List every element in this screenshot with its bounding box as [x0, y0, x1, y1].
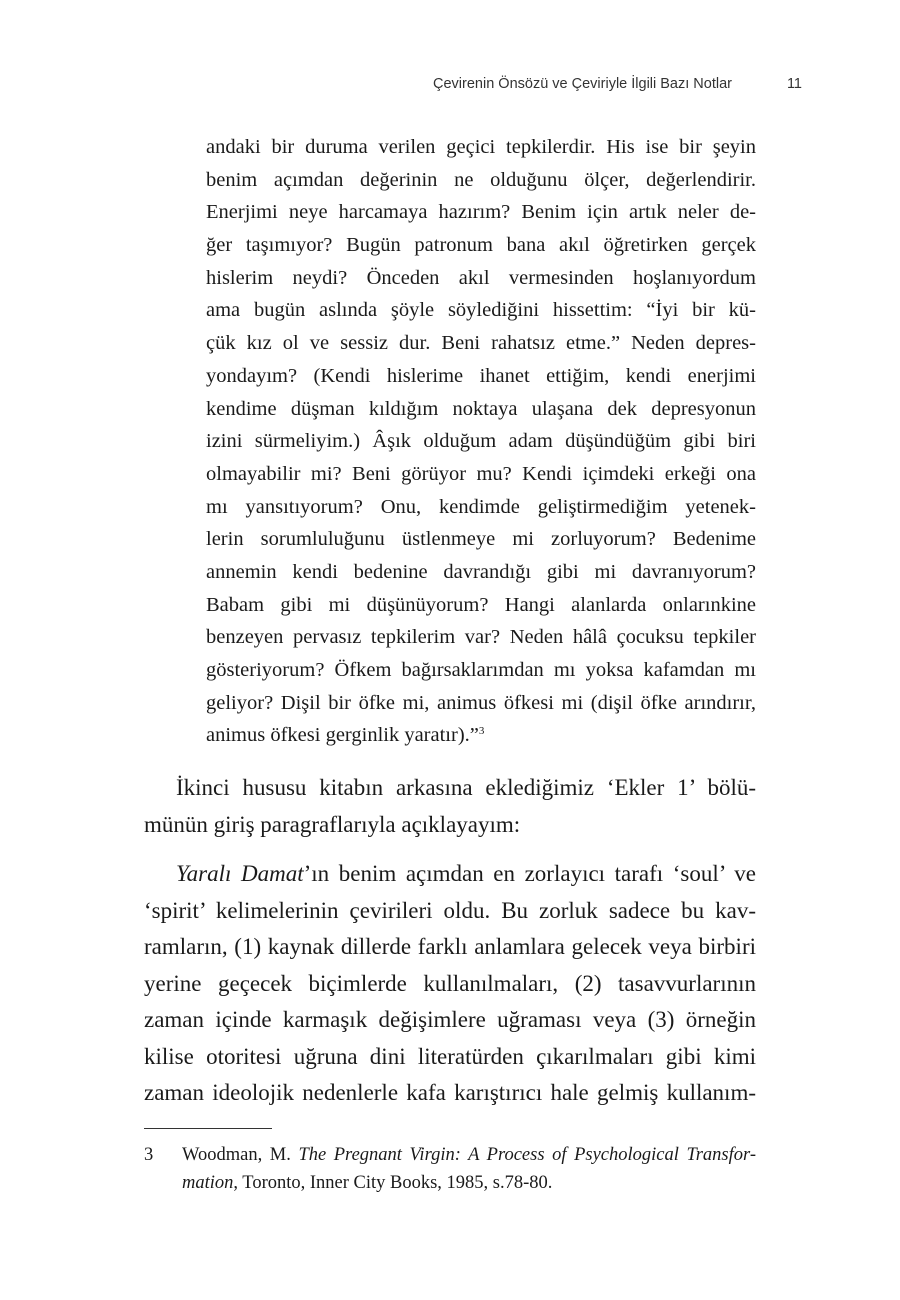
paragraph-line: ‘spirit’ kelimelerinin çevirileri oldu. Bu zorluk sadece bu kav- — [144, 897, 756, 923]
quote-line: Enerjimi neye harcamaya hazırım? Benim için artık neler de- — [206, 201, 756, 224]
footnote-divider — [144, 1128, 272, 1129]
footnote-reference: 3 — [478, 725, 485, 738]
quote-line: benzeyen pervasız tepkilerim var? Neden hâlâ çocuksu tepkiler — [206, 626, 756, 649]
quote-line: annemin kendi bedenine davrandığı gibi mi davranıyorum? — [206, 560, 756, 583]
quote-line: izini sürmeliyim.) Âşık olduğum adam düşündüğüm gibi biri — [206, 430, 756, 453]
quote-line: benim açımdan değerinin ne olduğunu ölçer, değerlendirir. — [206, 168, 756, 191]
book-title-italic: Yaralı Damat — [176, 861, 304, 886]
quote-line: çük kız ol ve sessiz dur. Beni rahatsız etme.” Neden depres- — [206, 332, 756, 355]
paragraph-line: zaman ideolojik nedenlerle kafa karıştırıcı hale gelmiş kullanım- — [144, 1080, 756, 1105]
paragraph-ekler — [144, 770, 756, 843]
quote-line: lerin sorumluluğunu üstlenmeye mi zorluyorum? Bedenime — [206, 528, 756, 551]
quote-line: yondayım? (Kendi hislerime ihanet ettiğim, kendi enerjimi — [206, 364, 756, 387]
quote-line: mı yansıtıyorum? Onu, kendimde geliştirmediğim yetenek- — [206, 495, 756, 518]
paragraph-line: ramların, (1) kaynak dillerde farklı anlamlara gelecek veya birbiri — [144, 934, 756, 959]
footnote-publication: , Toronto, Inner City Books, 1985, s.78-80. — [233, 1172, 553, 1193]
running-header — [0, 76, 900, 100]
footnote-line — [182, 1142, 756, 1170]
paragraph-line: İkinci hususu kitabın arkasına eklediğimiz ‘Ekler 1’ bölü- — [176, 775, 756, 800]
quote-last-text: animus öfkesi gerginlik yaratır).” — [206, 724, 479, 747]
paragraph-soul-spirit — [144, 856, 756, 1112]
quote-line: andaki bir duruma verilen geçici tepkilerdir. His ise bir şeyin — [206, 136, 756, 158]
quote-line: geliyor? Dişil bir öfke mi, animus öfkesi mi (dişil öfke arındırır, — [206, 691, 756, 714]
footnote-line-last — [182, 1170, 756, 1198]
quote-line: Babam gibi mi düşünüyorum? Hangi alanlarda onlarınkine — [206, 593, 756, 616]
quote-line: ğer taşımıyor? Bugün patronum bana akıl öğretirken gerçek — [206, 234, 756, 257]
page-number: 11 — [786, 76, 802, 92]
footnote-title-part1: The Pregnant Virgin: A Process of Psychological Transfor- — [298, 1145, 756, 1165]
quote-line: olmayabilir mi? Beni görüyor mu? Kendi içimdeki erkeği ona — [206, 462, 756, 485]
paragraph-first-rest: ’ın benim açımdan en zorlayıcı tarafı ‘soul’ ve — [303, 861, 756, 886]
quote-line: ama bugün aslında şöyle söylediğini hissettim: “İyi bir kü- — [206, 299, 756, 322]
quote-line: hislerim neydi? Önceden akıl vermesinden hoşlanıyordum — [206, 266, 756, 289]
footnote-title-part2: mation — [182, 1172, 234, 1193]
paragraph-first-line — [144, 856, 756, 893]
quote-line: gösteriyorum? Öfkem bağırsaklarımdan mı yoksa kafamdan mı — [206, 659, 756, 681]
quote-line-last — [206, 719, 756, 752]
footnote-text — [182, 1142, 756, 1197]
paragraph-line-last: münün giriş paragraflarıyla açıklayayım: — [144, 811, 521, 837]
footnote-author: Woodman, M. — [182, 1145, 299, 1165]
quote-line: kendime düşman kıldığım noktaya ulaşana dek depresyonun — [206, 397, 756, 420]
paragraph-line: zaman içinde karmaşık değişimlere uğraması veya (3) örneğin — [144, 1007, 756, 1032]
block-quote — [206, 131, 756, 752]
running-title: Çevirenin Önsözü ve Çeviriyle İlgili Bazı Notlar — [433, 76, 732, 92]
paragraph-line: kilise otoritesi uğruna dini literatürden çıkarılmaları gibi kimi — [144, 1043, 756, 1069]
footnote-number: 3 — [144, 1145, 154, 1165]
paragraph-line: yerine geçecek biçimlerde kullanılmaları, (2) tasavvurlarının — [144, 970, 756, 996]
